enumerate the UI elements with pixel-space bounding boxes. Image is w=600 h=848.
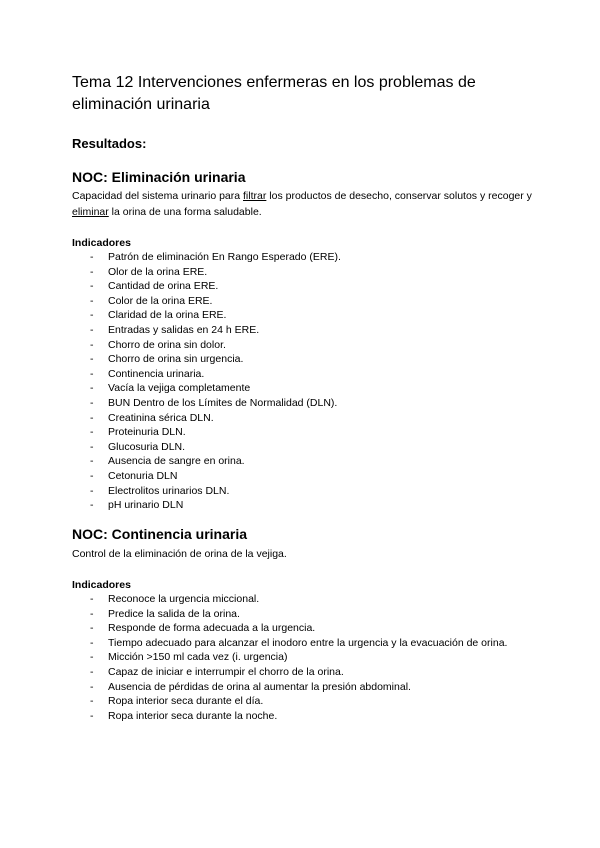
list-item: - Capaz de iniciar e interrumpir el chorro de la orina. xyxy=(72,665,532,680)
results-heading: Resultados: xyxy=(72,136,147,151)
list-item: - Continencia urinaria. xyxy=(72,367,532,382)
page-title: Tema 12 Intervenciones enfermeras en los problemas de eliminación urinaria xyxy=(72,74,476,113)
list-item: - Micción >150 ml cada vez (i. urgencia) xyxy=(72,650,532,665)
indicators-label: Indicadores xyxy=(72,237,131,249)
list-item: - Color de la orina ERE. xyxy=(72,294,532,309)
description-underlined: eliminar xyxy=(72,206,109,218)
list-item: - Patrón de eliminación En Rango Esperado (ERE). xyxy=(72,250,532,265)
description-text: Capacidad del sistema urinario para xyxy=(72,190,244,202)
description-text: la orina de una forma saludable. xyxy=(108,206,262,218)
list-item: - Ropa interior seca durante el día. xyxy=(72,694,532,709)
section-description xyxy=(72,188,532,220)
list-item: - BUN Dentro de los Límites de Normalidad (DLN). xyxy=(72,396,532,411)
list-item: - Electrolitos urinarios DLN. xyxy=(72,484,532,499)
list-item: - pH urinario DLN xyxy=(72,498,532,513)
list-item: - Responde de forma adecuada a la urgencia. xyxy=(72,621,532,636)
section-eliminacion-urinaria xyxy=(72,168,532,513)
list-item: - Chorro de orina sin dolor. xyxy=(72,338,532,353)
list-item: - Creatinina sérica DLN. xyxy=(72,411,532,426)
description-text: los productos de desecho, conservar solutos y recoger y xyxy=(266,190,532,202)
section-description: Control de la eliminación de orina de la vejiga. xyxy=(72,548,287,560)
list-item: - Entradas y salidas en 24 h ERE. xyxy=(72,323,532,338)
list-item: - Reconoce la urgencia miccional. xyxy=(72,592,532,607)
section-continencia-urinaria xyxy=(72,525,532,723)
list-item: - Vacía la vejiga completamente xyxy=(72,381,532,396)
list-item: - Olor de la orina ERE. xyxy=(72,265,532,280)
list-item: - Chorro de orina sin urgencia. xyxy=(72,352,532,367)
list-item: - Ausencia de pérdidas de orina al aumentar la presión abdominal. xyxy=(72,680,532,695)
list-item: - Cantidad de orina ERE. xyxy=(72,279,532,294)
indicator-list xyxy=(72,592,532,723)
list-item: - Tiempo adecuado para alcanzar el inodoro entre la urgencia y la evacuación de orina. xyxy=(72,636,532,651)
list-item: - Claridad de la orina ERE. xyxy=(72,308,532,323)
list-item: - Predice la salida de la orina. xyxy=(72,607,532,622)
section-heading: NOC: Continencia urinaria xyxy=(72,526,248,542)
list-item: - Cetonuria DLN xyxy=(72,469,532,484)
indicator-list xyxy=(72,250,532,513)
section-heading: NOC: Eliminación urinaria xyxy=(72,169,246,185)
indicators-label: Indicadores xyxy=(72,579,131,591)
description-underlined: filtrar xyxy=(243,190,267,202)
list-item: - Glucosuria DLN. xyxy=(72,440,532,455)
list-item: - Proteinuria DLN. xyxy=(72,425,532,440)
list-item: - Ropa interior seca durante la noche. xyxy=(72,709,532,724)
list-item: - Ausencia de sangre en orina. xyxy=(72,454,532,469)
